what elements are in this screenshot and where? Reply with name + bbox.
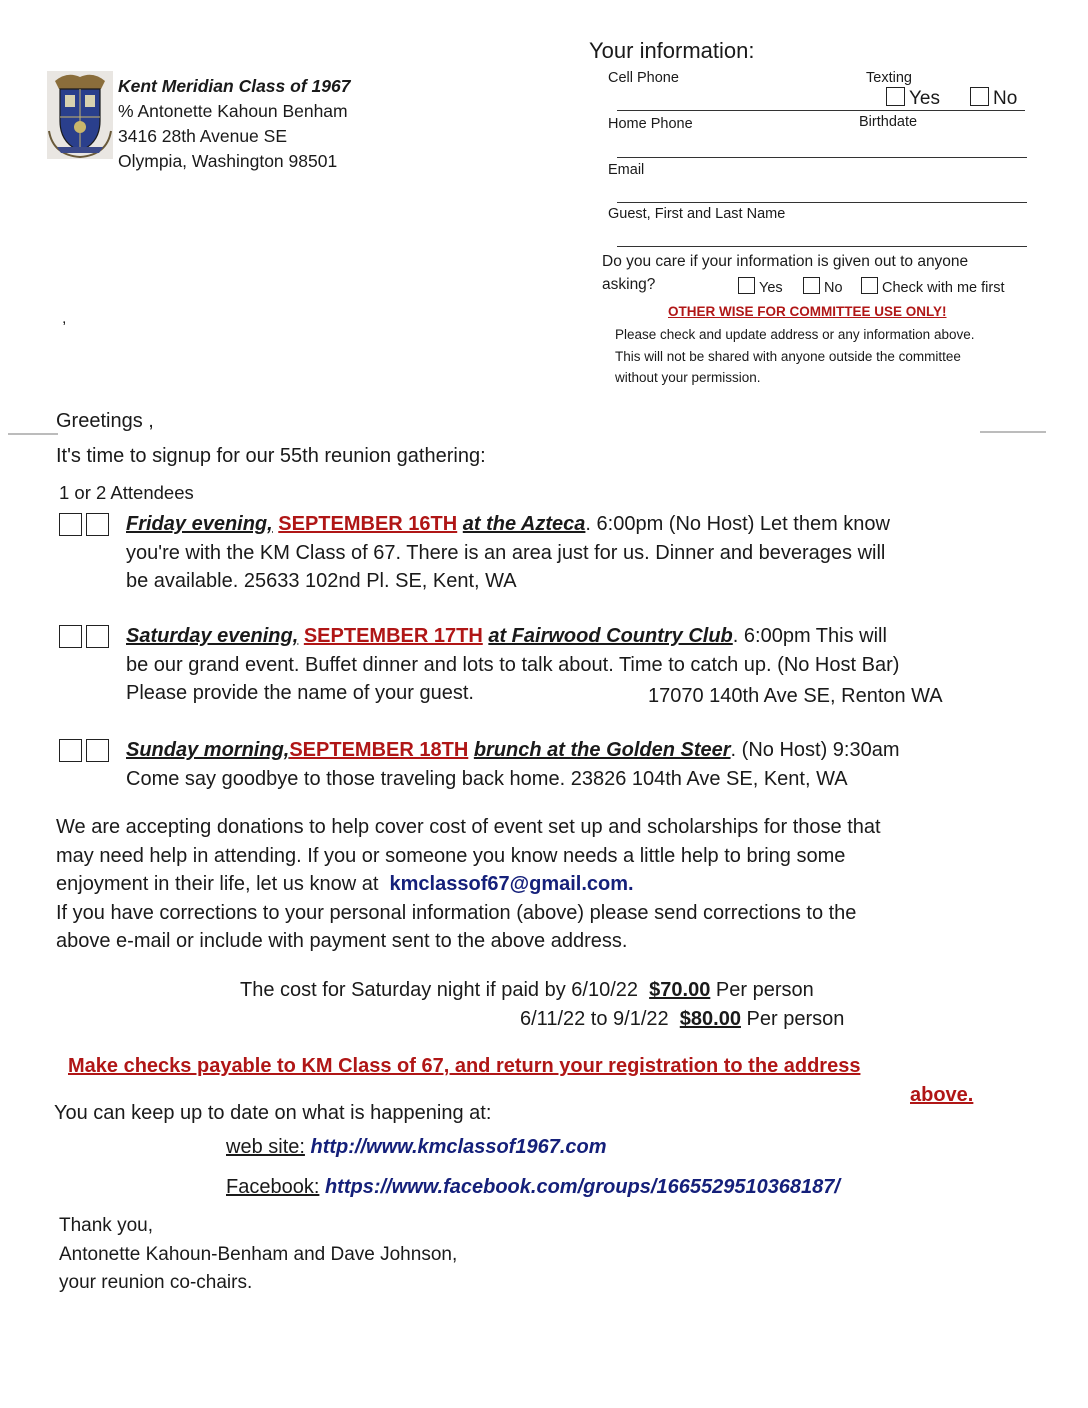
share-no-label: No: [824, 280, 843, 296]
closing-signature: [59, 1212, 457, 1298]
share-check-label: Check with me first: [882, 280, 1005, 296]
donations-line5: above e-mail or include with payment sent to the above address.: [56, 930, 628, 952]
price-row-1: [240, 979, 814, 1002]
privacy-note: [615, 324, 974, 389]
sunday-event: [126, 736, 1046, 793]
closing-role: your reunion co-chairs.: [59, 1272, 253, 1293]
share-check-option[interactable]: [861, 277, 1004, 296]
facebook-row: [226, 1176, 840, 1199]
friday-line3: be available. 25633 102nd Pl. SE, Kent, WA: [126, 570, 517, 592]
committee-note: OTHER WISE FOR COMMITTEE USE ONLY!: [668, 304, 947, 319]
share-yes-label: Yes: [759, 280, 783, 296]
saturday-date: SEPTEMBER 17TH: [303, 625, 483, 647]
privacy-line-3: without your permission.: [615, 370, 761, 385]
intro-text: It's time to signup for our 55th reunion gathering:: [56, 445, 486, 467]
friday-attendee-checkboxes: [59, 513, 113, 541]
sunday-venue: brunch at the Golden Steer: [473, 739, 731, 761]
share-yes-option[interactable]: [738, 277, 783, 296]
friday-line2: you're with the KM Class of 67. There is an area just for us. Dinner and beverages will: [126, 541, 886, 564]
facebook-link[interactable]: https://www.facebook.com/groups/1665529510368187/: [324, 1176, 840, 1198]
friday-attendee-1-checkbox[interactable]: [59, 513, 82, 536]
greeting: Greetings ,: [56, 410, 154, 432]
texting-yes-option[interactable]: [886, 87, 940, 110]
stray-comma: ,: [62, 310, 67, 327]
price-row-2-amount: $80.00: [679, 1008, 741, 1030]
sender-street: 3416 28th Avenue SE: [118, 126, 287, 146]
price-row-2-unit: Per person: [746, 1008, 845, 1030]
margin-rule-left: [8, 433, 58, 435]
texting-yes-label: Yes: [909, 88, 940, 109]
sender-city: Olympia, Washington 98501: [118, 151, 338, 171]
saturday-attendee-2-checkbox[interactable]: [86, 625, 109, 648]
saturday-venue: at Fairwood Country Club: [488, 625, 733, 647]
saturday-attendee-checkboxes: [59, 625, 113, 653]
sunday-line1-rest: . (No Host) 9:30am: [730, 739, 900, 761]
attendees-label: 1 or 2 Attendees: [59, 482, 194, 503]
sender-care-of: % Antonette Kahoun Benham: [118, 101, 348, 121]
texting-yes-checkbox[interactable]: [886, 87, 905, 106]
sunday-date: SEPTEMBER 18TH: [289, 739, 469, 761]
updates-intro: You can keep up to date on what is happening at:: [54, 1102, 492, 1124]
cell-phone-label: Cell Phone: [608, 70, 679, 86]
privacy-line-2: This will not be shared with anyone outside the committee: [615, 348, 961, 364]
saturday-line1-rest: . 6:00pm This will: [732, 625, 887, 647]
price-row-1-label: The cost for Saturday night if paid by 6/10/22: [240, 979, 639, 1001]
website-row: [226, 1136, 607, 1159]
sunday-attendee-1-checkbox[interactable]: [59, 739, 82, 762]
price-row-1-unit: Per person: [715, 979, 814, 1001]
donations-line3: enjoyment in their life, let us know at: [56, 873, 379, 895]
sunday-line2: Come say goodbye to those traveling back home. 23826 104th Ave SE, Kent, WA: [126, 767, 848, 790]
saturday-line3: Please provide the name of your guest.: [126, 682, 474, 704]
friday-venue: at the Azteca: [462, 513, 586, 535]
share-no-checkbox[interactable]: [803, 277, 820, 294]
contact-email-link[interactable]: kmclassof67@gmail.com.: [389, 873, 634, 895]
email-label: Email: [608, 162, 645, 178]
donations-line4: If you have corrections to your personal information (above) please send corrections to the: [56, 901, 857, 924]
share-question-line2: asking?: [602, 276, 656, 293]
share-no-option[interactable]: [803, 277, 843, 296]
guest-field[interactable]: [617, 246, 1027, 247]
texting-no-checkbox[interactable]: [970, 87, 989, 106]
share-question-line1: Do you care if your information is given out to anyone: [602, 253, 969, 270]
saturday-day: Saturday evening,: [126, 625, 299, 647]
price-row-2-label: 6/11/22 to 9/1/22: [520, 1008, 669, 1030]
friday-day: Friday evening,: [126, 513, 273, 535]
share-yes-checkbox[interactable]: [738, 277, 755, 294]
closing-thanks: Thank you,: [59, 1215, 153, 1236]
sunday-attendee-2-checkbox[interactable]: [86, 739, 109, 762]
website-link[interactable]: http://www.kmclassof1967.com: [310, 1136, 607, 1158]
friday-event: [126, 510, 1046, 596]
saturday-line2: be our grand event. Buffet dinner and lots to talk about. Time to catch up. (No Host Bar): [126, 653, 900, 676]
email-field[interactable]: [617, 202, 1027, 203]
saturday-address: 17070 140th Ave SE, Renton WA: [648, 685, 943, 707]
share-check-checkbox[interactable]: [861, 277, 878, 294]
closing-names: Antonette Kahoun-Benham and Dave Johnson,: [59, 1243, 458, 1265]
friday-line1-rest: . 6:00pm (No Host) Let them know: [585, 513, 890, 535]
price-row-1-amount: $70.00: [649, 979, 711, 1001]
friday-date: SEPTEMBER 16TH: [278, 513, 458, 535]
home-phone-label: Home Phone: [608, 116, 693, 132]
guest-label: Guest, First and Last Name: [608, 206, 786, 222]
class-crest-logo: [47, 71, 113, 159]
price-row-2: [520, 1008, 844, 1031]
checks-payable-line2: above.: [910, 1084, 974, 1106]
saturday-attendee-1-checkbox[interactable]: [59, 625, 82, 648]
facebook-label: Facebook:: [226, 1176, 320, 1198]
cell-phone-field[interactable]: [617, 110, 1025, 111]
sender-address: [118, 74, 350, 174]
donations-line2: may need help in attending. If you or someone you know needs a little help to bring some: [56, 844, 846, 867]
website-label: web site:: [226, 1136, 305, 1158]
sunday-attendee-checkboxes: [59, 739, 113, 767]
sunday-day: Sunday morning,: [126, 739, 290, 761]
donations-line1: We are accepting donations to help cover cost of event set up and scholarships for those that: [56, 816, 881, 838]
sender-name: Kent Meridian Class of 1967: [118, 76, 351, 96]
texting-label: Texting: [866, 70, 912, 86]
friday-attendee-2-checkbox[interactable]: [86, 513, 109, 536]
donations-paragraph: [56, 813, 881, 956]
texting-no-label: No: [993, 88, 1018, 109]
privacy-line-1: Please check and update address or any information above.: [615, 327, 975, 342]
birthdate-label: Birthdate: [859, 114, 918, 130]
texting-no-option[interactable]: [970, 87, 1017, 110]
home-phone-field[interactable]: [617, 157, 1027, 158]
info-form-title: Your information:: [589, 38, 755, 63]
checks-payable-line1: Make checks payable to KM Class of 67, and return your registration to the address: [68, 1055, 861, 1077]
margin-rule-right: [980, 431, 1046, 433]
